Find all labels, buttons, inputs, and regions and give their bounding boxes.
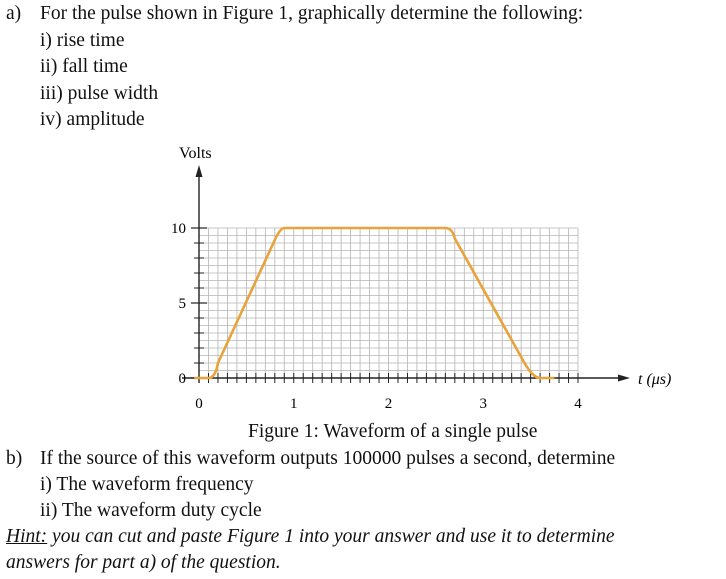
hint-lead: Hint: bbox=[6, 526, 48, 547]
y-tick-label: 0 bbox=[178, 371, 186, 387]
figure-caption: Figure 1: Waveform of a single pulse bbox=[248, 421, 538, 442]
x-axis-arrow bbox=[618, 375, 630, 382]
x-tick-label: 0 bbox=[195, 396, 203, 412]
part-b-item-text: i) The waveform frequency bbox=[40, 474, 254, 495]
part-b-item-text: ii) The waveform duty cycle bbox=[40, 500, 262, 521]
chart-ticks bbox=[171, 221, 582, 412]
part-a-item-text: iv) amplitude bbox=[40, 109, 145, 130]
x-tick-label: 4 bbox=[574, 396, 582, 412]
part-b-prompt: If the source of this waveform outputs 100000 pulses a second, determine bbox=[40, 448, 616, 469]
part-a-item-text: i) rise time bbox=[40, 30, 125, 51]
y-axis-arrow bbox=[196, 165, 203, 177]
part-b-label: b) bbox=[6, 448, 23, 469]
x-axis-label: t (μs) bbox=[638, 371, 672, 388]
y-tick-label: 10 bbox=[171, 221, 186, 237]
y-tick-label: 5 bbox=[178, 296, 186, 312]
x-tick-label: 1 bbox=[290, 396, 298, 412]
part-a-label: a) bbox=[6, 3, 22, 24]
x-tick-label: 3 bbox=[479, 396, 487, 412]
part-a-item-text: ii) fall time bbox=[40, 56, 128, 77]
part-a-item-text: iii) pulse width bbox=[40, 83, 159, 104]
hint-text-1: you can cut and paste Figure 1 into your answer and use it to determine bbox=[47, 526, 615, 547]
part-a-prompt: For the pulse shown in Figure 1, graphically determine the following: bbox=[40, 3, 584, 24]
hint-line-1 bbox=[6, 525, 615, 549]
hint-line-2: answers for part a) of the question. bbox=[6, 552, 281, 573]
y-axis-label: Volts bbox=[179, 145, 212, 162]
chart-axes bbox=[182, 165, 630, 383]
x-tick-label: 2 bbox=[384, 396, 393, 412]
